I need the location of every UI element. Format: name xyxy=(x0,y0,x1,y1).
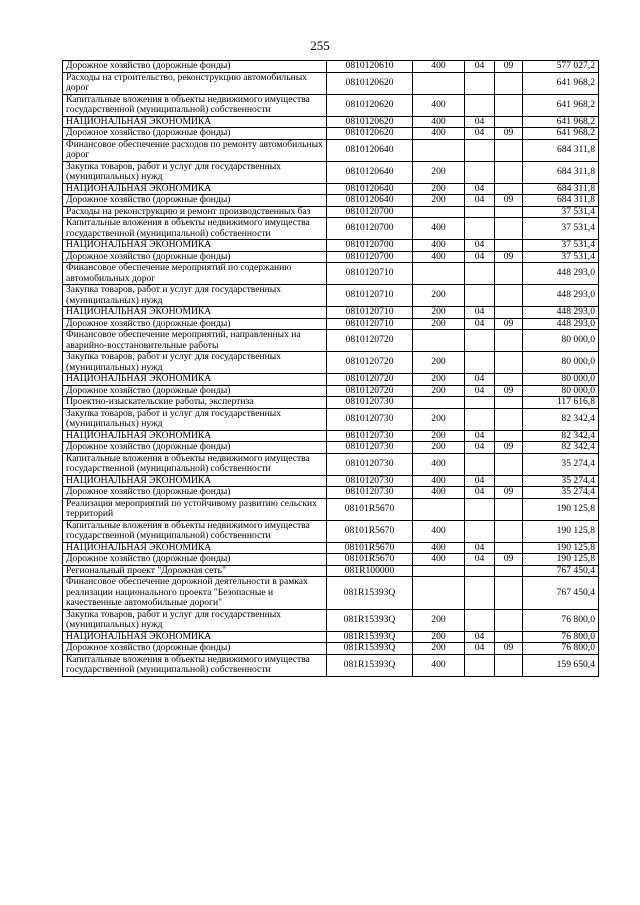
row-sum-cell: 641 968,2 xyxy=(523,94,599,116)
row-subsection-cell xyxy=(495,183,523,195)
table-row xyxy=(63,72,599,94)
table-row xyxy=(63,609,599,631)
row-expense-type-cell: 200 xyxy=(413,161,465,183)
table-row xyxy=(63,385,599,397)
row-name-cell: Дорожное хозяйство (дорожные фонды) xyxy=(63,442,327,454)
table-row xyxy=(63,498,599,520)
row-code-cell: 081R15393Q xyxy=(327,609,413,631)
row-subsection-cell xyxy=(495,206,523,218)
row-subsection-cell: 09 xyxy=(495,128,523,140)
row-section-cell xyxy=(465,352,495,374)
row-section-cell: 04 xyxy=(465,643,495,655)
row-code-cell: 0810120620 xyxy=(327,128,413,140)
row-sum-cell: 35 274,4 xyxy=(523,475,599,487)
row-sum-cell: 641 968,2 xyxy=(523,72,599,94)
row-code-cell: 0810120730 xyxy=(327,408,413,430)
row-name-cell: Финансовое обеспечение расходов по ремонту автомобильных дорог xyxy=(63,139,327,161)
table-row xyxy=(63,94,599,116)
row-expense-type-cell: 200 xyxy=(413,285,465,307)
row-code-cell: 0810120710 xyxy=(327,285,413,307)
row-expense-type-cell: 200 xyxy=(413,609,465,631)
row-subsection-cell xyxy=(495,72,523,94)
table-body xyxy=(63,61,599,677)
row-subsection-cell: 09 xyxy=(495,195,523,207)
row-sum-cell: 80 000,0 xyxy=(523,385,599,397)
row-subsection-cell xyxy=(495,654,523,676)
row-subsection-cell xyxy=(495,475,523,487)
row-code-cell: 0810120730 xyxy=(327,430,413,442)
row-name-cell: Дорожное хозяйство (дорожные фонды) xyxy=(63,195,327,207)
row-subsection-cell xyxy=(495,631,523,643)
row-expense-type-cell: 200 xyxy=(413,183,465,195)
row-expense-type-cell: 200 xyxy=(413,631,465,643)
row-expense-type-cell: 200 xyxy=(413,408,465,430)
row-section-cell: 04 xyxy=(465,487,495,499)
row-sum-cell: 159 650,4 xyxy=(523,654,599,676)
row-sum-cell: 37 531,4 xyxy=(523,206,599,218)
row-code-cell: 0810120720 xyxy=(327,374,413,386)
row-code-cell: 0810120730 xyxy=(327,453,413,475)
row-sum-cell: 684 311,8 xyxy=(523,139,599,161)
row-code-cell: 0810120620 xyxy=(327,116,413,128)
row-code-cell: 0810120720 xyxy=(327,385,413,397)
row-sum-cell: 577 027,2 xyxy=(523,61,599,73)
row-name-cell: НАЦИОНАЛЬНАЯ ЭКОНОМИКА xyxy=(63,307,327,319)
row-subsection-cell xyxy=(495,218,523,240)
row-code-cell: 08101R5670 xyxy=(327,498,413,520)
row-name-cell: НАЦИОНАЛЬНАЯ ЭКОНОМИКА xyxy=(63,631,327,643)
row-expense-type-cell xyxy=(413,330,465,352)
row-sum-cell: 37 531,4 xyxy=(523,251,599,263)
row-expense-type-cell: 200 xyxy=(413,442,465,454)
row-subsection-cell: 09 xyxy=(495,385,523,397)
table-row xyxy=(63,318,599,330)
row-section-cell: 04 xyxy=(465,542,495,554)
row-subsection-cell: 09 xyxy=(495,442,523,454)
row-sum-cell: 37 531,4 xyxy=(523,218,599,240)
table-row xyxy=(63,195,599,207)
row-expense-type-cell xyxy=(413,577,465,610)
row-sum-cell: 190 125,8 xyxy=(523,498,599,520)
row-section-cell xyxy=(465,577,495,610)
row-subsection-cell xyxy=(495,565,523,577)
row-name-cell: Закупка товаров, работ и услуг для государственных (муниципальных) нужд xyxy=(63,352,327,374)
table-row xyxy=(63,565,599,577)
row-name-cell: Капитальные вложения в объекты недвижимого имущества государственной (муниципальной) собственности xyxy=(63,520,327,542)
row-sum-cell: 684 311,8 xyxy=(523,183,599,195)
table-row xyxy=(63,330,599,352)
row-sum-cell: 82 342,4 xyxy=(523,430,599,442)
row-expense-type-cell: 400 xyxy=(413,542,465,554)
row-sum-cell: 117 616,8 xyxy=(523,397,599,409)
row-section-cell xyxy=(465,161,495,183)
row-sum-cell: 448 293,0 xyxy=(523,307,599,319)
row-section-cell: 04 xyxy=(465,183,495,195)
row-expense-type-cell: 200 xyxy=(413,195,465,207)
row-sum-cell: 80 000,0 xyxy=(523,330,599,352)
row-code-cell: 0810120730 xyxy=(327,397,413,409)
row-name-cell: НАЦИОНАЛЬНАЯ ЭКОНОМИКА xyxy=(63,430,327,442)
row-expense-type-cell xyxy=(413,397,465,409)
row-subsection-cell xyxy=(495,94,523,116)
row-section-cell xyxy=(465,263,495,285)
row-section-cell xyxy=(465,218,495,240)
row-expense-type-cell: 400 xyxy=(413,251,465,263)
row-name-cell: Дорожное хозяйство (дорожные фонды) xyxy=(63,128,327,140)
table-row xyxy=(63,374,599,386)
table-row xyxy=(63,116,599,128)
row-code-cell: 0810120730 xyxy=(327,487,413,499)
row-code-cell: 0810120710 xyxy=(327,307,413,319)
row-sum-cell: 767 450,4 xyxy=(523,577,599,610)
row-sum-cell: 190 125,8 xyxy=(523,542,599,554)
row-sum-cell: 641 968,2 xyxy=(523,116,599,128)
row-code-cell: 0810120720 xyxy=(327,352,413,374)
table-row xyxy=(63,408,599,430)
row-section-cell: 04 xyxy=(465,195,495,207)
table-row xyxy=(63,487,599,499)
row-code-cell: 081R15393Q xyxy=(327,654,413,676)
row-name-cell: НАЦИОНАЛЬНАЯ ЭКОНОМИКА xyxy=(63,240,327,252)
row-code-cell: 0810120730 xyxy=(327,475,413,487)
row-expense-type-cell: 400 xyxy=(413,554,465,566)
row-section-cell xyxy=(465,285,495,307)
table-row xyxy=(63,251,599,263)
row-name-cell: Дорожное хозяйство (дорожные фонды) xyxy=(63,385,327,397)
row-name-cell: Расходы на реконструкцию и ремонт производственных баз xyxy=(63,206,327,218)
row-name-cell: Закупка товаров, работ и услуг для государственных (муниципальных) нужд xyxy=(63,408,327,430)
table-row xyxy=(63,285,599,307)
row-section-cell: 04 xyxy=(465,251,495,263)
row-name-cell: Финансовое обеспечение дорожной деятельности в рамках реализации национального проекта "Безопасные и качественные автомобильные дороги" xyxy=(63,577,327,610)
row-expense-type-cell xyxy=(413,139,465,161)
row-expense-type-cell: 200 xyxy=(413,430,465,442)
row-expense-type-cell: 200 xyxy=(413,374,465,386)
table-row xyxy=(63,475,599,487)
row-subsection-cell xyxy=(495,430,523,442)
row-code-cell: 0810120640 xyxy=(327,139,413,161)
row-section-cell xyxy=(465,498,495,520)
table-row xyxy=(63,397,599,409)
row-code-cell: 0810120610 xyxy=(327,61,413,73)
row-code-cell: 0810120700 xyxy=(327,240,413,252)
row-subsection-cell: 09 xyxy=(495,61,523,73)
table-row xyxy=(63,430,599,442)
table-row xyxy=(63,307,599,319)
row-section-cell xyxy=(465,330,495,352)
table-row xyxy=(63,631,599,643)
row-name-cell: НАЦИОНАЛЬНАЯ ЭКОНОМИКА xyxy=(63,542,327,554)
row-sum-cell: 767 450,4 xyxy=(523,565,599,577)
row-expense-type-cell: 400 xyxy=(413,61,465,73)
row-sum-cell: 80 000,0 xyxy=(523,374,599,386)
row-section-cell xyxy=(465,72,495,94)
row-section-cell: 04 xyxy=(465,61,495,73)
row-expense-type-cell: 400 xyxy=(413,218,465,240)
row-expense-type-cell xyxy=(413,263,465,285)
row-subsection-cell xyxy=(495,263,523,285)
row-name-cell: Дорожное хозяйство (дорожные фонды) xyxy=(63,554,327,566)
row-sum-cell: 448 293,0 xyxy=(523,285,599,307)
row-sum-cell: 80 000,0 xyxy=(523,352,599,374)
row-sum-cell: 35 274,4 xyxy=(523,487,599,499)
row-section-cell xyxy=(465,408,495,430)
row-expense-type-cell xyxy=(413,565,465,577)
row-name-cell: Финансовое обеспечение мероприятий по содержанию автомобильных дорог xyxy=(63,263,327,285)
row-name-cell: Капитальные вложения в объекты недвижимого имущества государственной (муниципальной) собственности xyxy=(63,94,327,116)
table-row xyxy=(63,128,599,140)
row-expense-type-cell: 200 xyxy=(413,385,465,397)
row-name-cell: Дорожное хозяйство (дорожные фонды) xyxy=(63,61,327,73)
table-row xyxy=(63,352,599,374)
table-row xyxy=(63,206,599,218)
row-section-cell xyxy=(465,453,495,475)
row-code-cell: 0810120720 xyxy=(327,330,413,352)
row-section-cell xyxy=(465,397,495,409)
row-name-cell: Дорожное хозяйство (дорожные фонды) xyxy=(63,643,327,655)
row-code-cell: 0810120620 xyxy=(327,94,413,116)
table-row xyxy=(63,554,599,566)
row-section-cell: 04 xyxy=(465,430,495,442)
row-subsection-cell: 09 xyxy=(495,251,523,263)
row-name-cell: НАЦИОНАЛЬНАЯ ЭКОНОМИКА xyxy=(63,116,327,128)
row-section-cell: 04 xyxy=(465,240,495,252)
row-code-cell: 081R15393Q xyxy=(327,577,413,610)
row-expense-type-cell: 200 xyxy=(413,352,465,374)
row-name-cell: Закупка товаров, работ и услуг для государственных (муниципальных) нужд xyxy=(63,161,327,183)
row-section-cell: 04 xyxy=(465,374,495,386)
row-section-cell: 04 xyxy=(465,475,495,487)
table-row xyxy=(63,61,599,73)
page-number: 255 xyxy=(310,38,330,53)
row-subsection-cell xyxy=(495,161,523,183)
row-expense-type-cell: 400 xyxy=(413,453,465,475)
row-section-cell xyxy=(465,609,495,631)
row-subsection-cell xyxy=(495,453,523,475)
budget-table xyxy=(62,60,599,677)
table-row xyxy=(63,442,599,454)
row-subsection-cell xyxy=(495,498,523,520)
table-row xyxy=(63,183,599,195)
row-code-cell: 0810120640 xyxy=(327,161,413,183)
table-row xyxy=(63,218,599,240)
row-name-cell: Закупка товаров, работ и услуг для государственных (муниципальных) нужд xyxy=(63,609,327,631)
row-code-cell: 08101R5670 xyxy=(327,542,413,554)
row-sum-cell: 35 274,4 xyxy=(523,453,599,475)
row-subsection-cell xyxy=(495,374,523,386)
row-expense-type-cell: 400 xyxy=(413,128,465,140)
row-code-cell: 08101R5670 xyxy=(327,520,413,542)
row-section-cell xyxy=(465,654,495,676)
row-expense-type-cell: 200 xyxy=(413,318,465,330)
row-expense-type-cell: 400 xyxy=(413,240,465,252)
row-sum-cell: 190 125,8 xyxy=(523,554,599,566)
row-name-cell: Капитальные вложения в объекты недвижимого имущества государственной (муниципальной) собственности xyxy=(63,654,327,676)
row-code-cell: 081R15393Q xyxy=(327,631,413,643)
row-sum-cell: 76 800,0 xyxy=(523,609,599,631)
row-subsection-cell xyxy=(495,240,523,252)
row-expense-type-cell xyxy=(413,206,465,218)
row-name-cell: Закупка товаров, работ и услуг для государственных (муниципальных) нужд xyxy=(63,285,327,307)
row-name-cell: Капитальные вложения в объекты недвижимого имущества государственной (муниципальной) собственности xyxy=(63,453,327,475)
row-code-cell: 0810120730 xyxy=(327,442,413,454)
table-row xyxy=(63,542,599,554)
row-expense-type-cell: 200 xyxy=(413,307,465,319)
row-expense-type-cell: 400 xyxy=(413,94,465,116)
row-code-cell: 0810120710 xyxy=(327,263,413,285)
row-name-cell: Дорожное хозяйство (дорожные фонды) xyxy=(63,251,327,263)
row-sum-cell: 684 311,8 xyxy=(523,161,599,183)
row-name-cell: Проектно-изыскательские работы, экспертиза xyxy=(63,397,327,409)
row-subsection-cell xyxy=(495,330,523,352)
row-sum-cell: 448 293,0 xyxy=(523,318,599,330)
row-code-cell: 0810120640 xyxy=(327,183,413,195)
row-name-cell: Дорожное хозяйство (дорожные фонды) xyxy=(63,487,327,499)
row-expense-type-cell xyxy=(413,498,465,520)
row-subsection-cell xyxy=(495,285,523,307)
row-name-cell: Региональный проект "Дорожная сеть" xyxy=(63,565,327,577)
row-section-cell: 04 xyxy=(465,128,495,140)
row-expense-type-cell: 200 xyxy=(413,643,465,655)
row-subsection-cell: 09 xyxy=(495,487,523,499)
row-sum-cell: 82 342,4 xyxy=(523,442,599,454)
row-code-cell: 08101R5670 xyxy=(327,554,413,566)
row-subsection-cell xyxy=(495,542,523,554)
row-code-cell: 0810120700 xyxy=(327,251,413,263)
table-row xyxy=(63,453,599,475)
row-section-cell: 04 xyxy=(465,385,495,397)
row-subsection-cell xyxy=(495,116,523,128)
row-code-cell: 081R15393Q xyxy=(327,643,413,655)
row-sum-cell: 37 531,4 xyxy=(523,240,599,252)
row-section-cell xyxy=(465,206,495,218)
row-code-cell: 0810120620 xyxy=(327,72,413,94)
row-subsection-cell: 09 xyxy=(495,318,523,330)
row-code-cell: 0810120640 xyxy=(327,195,413,207)
row-expense-type-cell xyxy=(413,72,465,94)
row-name-cell: НАЦИОНАЛЬНАЯ ЭКОНОМИКА xyxy=(63,183,327,195)
row-code-cell: 0810120700 xyxy=(327,206,413,218)
row-sum-cell: 82 342,4 xyxy=(523,408,599,430)
row-code-cell: 0810120700 xyxy=(327,218,413,240)
row-subsection-cell: 09 xyxy=(495,643,523,655)
row-name-cell: НАЦИОНАЛЬНАЯ ЭКОНОМИКА xyxy=(63,374,327,386)
row-subsection-cell xyxy=(495,408,523,430)
row-section-cell: 04 xyxy=(465,554,495,566)
row-expense-type-cell: 400 xyxy=(413,654,465,676)
row-section-cell xyxy=(465,565,495,577)
row-expense-type-cell: 400 xyxy=(413,487,465,499)
row-code-cell: 081R100000 xyxy=(327,565,413,577)
row-section-cell xyxy=(465,520,495,542)
row-subsection-cell: 09 xyxy=(495,554,523,566)
row-section-cell xyxy=(465,94,495,116)
row-section-cell: 04 xyxy=(465,318,495,330)
table-row xyxy=(63,643,599,655)
row-name-cell: Капитальные вложения в объекты недвижимого имущества государственной (муниципальной) собственности xyxy=(63,218,327,240)
table-row xyxy=(63,520,599,542)
row-name-cell: Финансовое обеспечение мероприятий, направленных на аварийно-восстановительные работы xyxy=(63,330,327,352)
row-subsection-cell xyxy=(495,307,523,319)
row-name-cell: НАЦИОНАЛЬНАЯ ЭКОНОМИКА xyxy=(63,475,327,487)
row-expense-type-cell: 400 xyxy=(413,475,465,487)
row-section-cell: 04 xyxy=(465,307,495,319)
row-name-cell: Расходы на строительство, реконструкцию автомобильных дорог xyxy=(63,72,327,94)
table-row xyxy=(63,161,599,183)
row-sum-cell: 190 125,8 xyxy=(523,520,599,542)
row-sum-cell: 684 311,8 xyxy=(523,195,599,207)
row-subsection-cell xyxy=(495,520,523,542)
row-sum-cell: 448 293,0 xyxy=(523,263,599,285)
row-section-cell: 04 xyxy=(465,631,495,643)
row-name-cell: Дорожное хозяйство (дорожные фонды) xyxy=(63,318,327,330)
row-code-cell: 0810120710 xyxy=(327,318,413,330)
table-row xyxy=(63,139,599,161)
row-expense-type-cell: 400 xyxy=(413,116,465,128)
row-subsection-cell xyxy=(495,609,523,631)
table-row xyxy=(63,263,599,285)
table-row xyxy=(63,577,599,610)
table-row xyxy=(63,240,599,252)
row-sum-cell: 76 800,0 xyxy=(523,643,599,655)
row-sum-cell: 641 968,2 xyxy=(523,128,599,140)
row-section-cell: 04 xyxy=(465,442,495,454)
row-subsection-cell xyxy=(495,352,523,374)
row-section-cell: 04 xyxy=(465,116,495,128)
row-subsection-cell xyxy=(495,139,523,161)
table-row xyxy=(63,654,599,676)
row-expense-type-cell: 400 xyxy=(413,520,465,542)
row-sum-cell: 76 800,0 xyxy=(523,631,599,643)
row-section-cell xyxy=(465,139,495,161)
row-name-cell: Реализация мероприятий по устойчивому развитию сельских территорий xyxy=(63,498,327,520)
row-subsection-cell xyxy=(495,397,523,409)
row-subsection-cell xyxy=(495,577,523,610)
